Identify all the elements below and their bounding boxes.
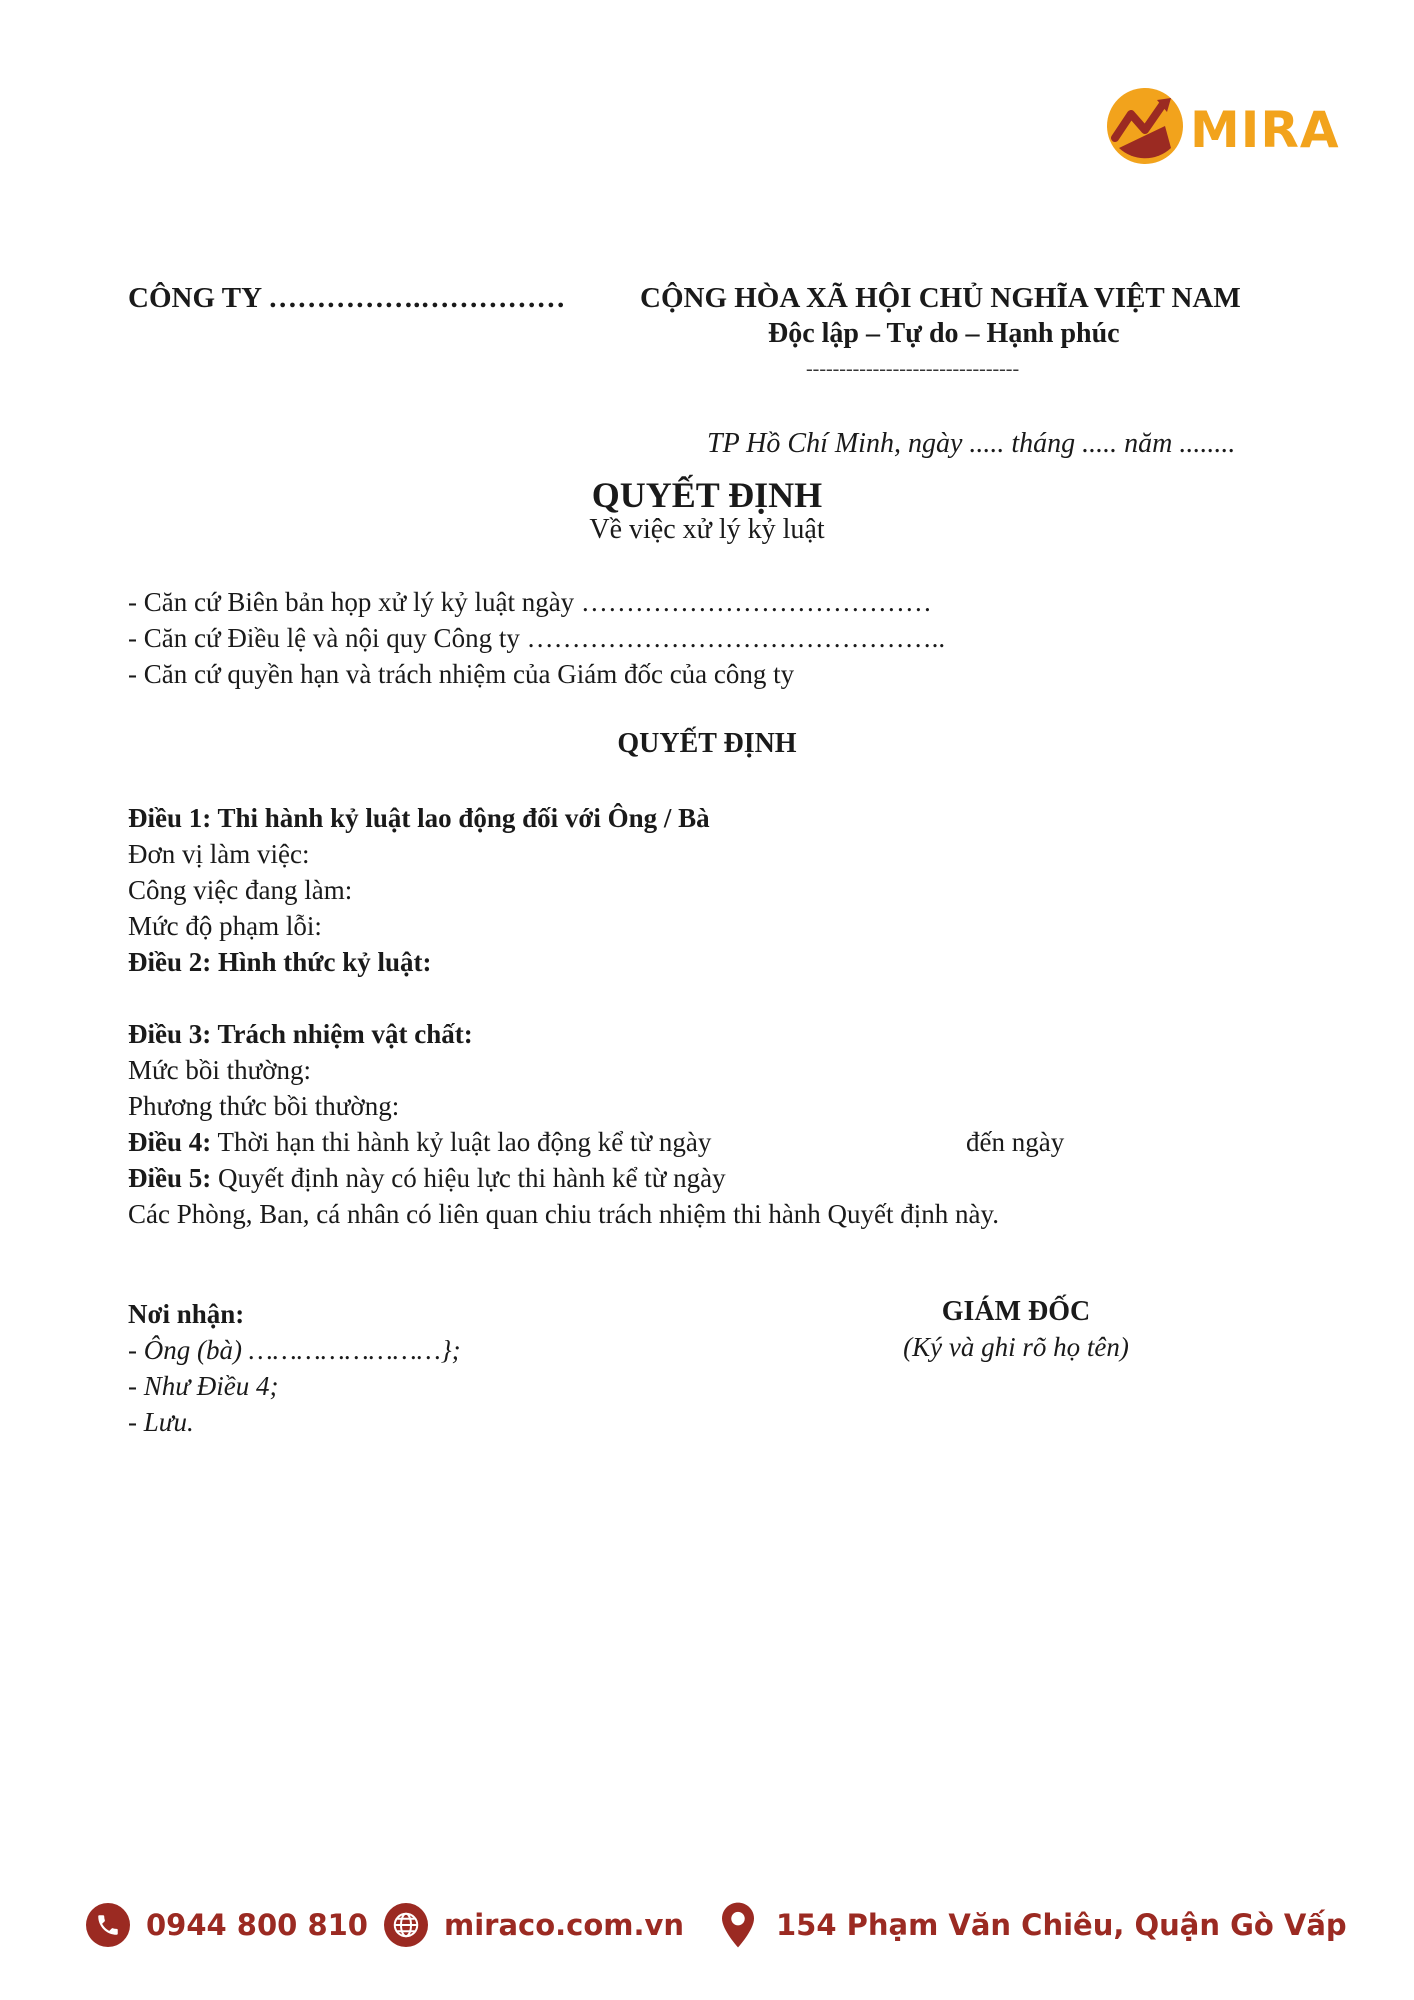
basis-item: - Căn cứ Điều lệ và nội quy Công ty ……………………………………….. xyxy=(128,623,946,653)
article-2-label: Điều 2 xyxy=(128,947,203,977)
decision-heading: QUYẾT ĐỊNH xyxy=(617,728,797,759)
article-1-level: Mức độ phạm lỗi: xyxy=(128,911,322,941)
signature-note: (Ký và ghi rõ họ tên) xyxy=(903,1332,1129,1362)
brand-name: MIRA xyxy=(1190,101,1340,159)
legal-bases xyxy=(128,584,945,692)
footer-website xyxy=(384,1900,684,1950)
recipients xyxy=(128,1296,461,1440)
recipient-item: - Lưu. xyxy=(128,1407,194,1437)
document-title: QUYẾT ĐỊNH xyxy=(591,475,823,515)
article-1-job: Công việc đang làm: xyxy=(128,875,353,905)
footer-phone xyxy=(86,1900,368,1950)
article-3-method: Phương thức bồi thường: xyxy=(128,1091,400,1121)
nation-title: CỘNG HÒA XÃ HỘI CHỦ NGHĨA VIỆT NAM xyxy=(640,282,1241,314)
globe-icon xyxy=(384,1903,428,1947)
articles xyxy=(128,800,1065,1232)
article-4-label: Điều 4: xyxy=(128,1127,212,1157)
basis-item: - Căn cứ quyền hạn và trách nhiệm của Giám đốc của công ty xyxy=(128,659,795,689)
closing-statement: Các Phòng, Ban, cá nhân có liên quan chiu trách nhiệm thi hành Quyết định này. xyxy=(128,1199,1000,1229)
signature-title: GIÁM ĐỐC xyxy=(941,1296,1091,1327)
blank-line xyxy=(128,980,999,1016)
mira-logo-icon xyxy=(1105,86,1185,166)
article-2-text: : Hình thức kỷ luật: xyxy=(202,947,432,977)
phone-number[interactable]: 0944 800 810 xyxy=(146,1908,368,1942)
company-name: CÔNG TY …………….…………… xyxy=(128,282,566,314)
footer-address xyxy=(716,1900,1347,1950)
article-4 xyxy=(128,1124,1065,1160)
phone-icon xyxy=(86,1903,130,1947)
recipient-item: - Như Điều 4; xyxy=(128,1371,279,1401)
motto-divider: -------------------------------- xyxy=(806,358,1020,380)
website-link[interactable]: miraco.com.vn xyxy=(444,1908,685,1942)
article-3-heading: Điều 3: Trách nhiệm vật chất: xyxy=(128,1019,473,1049)
national-motto: Độc lập – Tự do – Hạnh phúc xyxy=(768,318,1120,349)
article-5 xyxy=(128,1160,999,1196)
article-1-unit: Đơn vị làm việc: xyxy=(128,839,310,869)
location-pin-icon xyxy=(716,1900,760,1950)
article-4-text: Thời hạn thi hành kỷ luật lao động kể từ ngày xyxy=(211,1127,712,1157)
article-2 xyxy=(128,944,999,980)
article-5-label: Điều 5: xyxy=(128,1163,212,1193)
article-5-text: Quyết định này có hiệu lực thi hành kể từ ngày xyxy=(211,1163,726,1193)
recipient-item: - Ông (bà) ……………………}; xyxy=(128,1335,461,1365)
basis-item: - Căn cứ Biên bản họp xử lý kỷ luật ngày ………………………………… xyxy=(128,587,932,617)
article-3-amount: Mức bồi thường: xyxy=(128,1055,312,1085)
recipients-label: Nơi nhận: xyxy=(128,1299,245,1329)
address-text: 154 Phạm Văn Chiêu, Quận Gò Vấp xyxy=(776,1908,1347,1942)
article-1-heading: Điều 1: Thi hành kỷ luật lao động đối với Ông / Bà xyxy=(128,803,710,833)
document-subtitle: Về việc xử lý kỷ luật xyxy=(589,514,825,545)
article-4-to: đến ngày xyxy=(966,1127,1065,1157)
date-line: TP Hồ Chí Minh, ngày ..... tháng ..... năm ........ xyxy=(707,428,1236,459)
